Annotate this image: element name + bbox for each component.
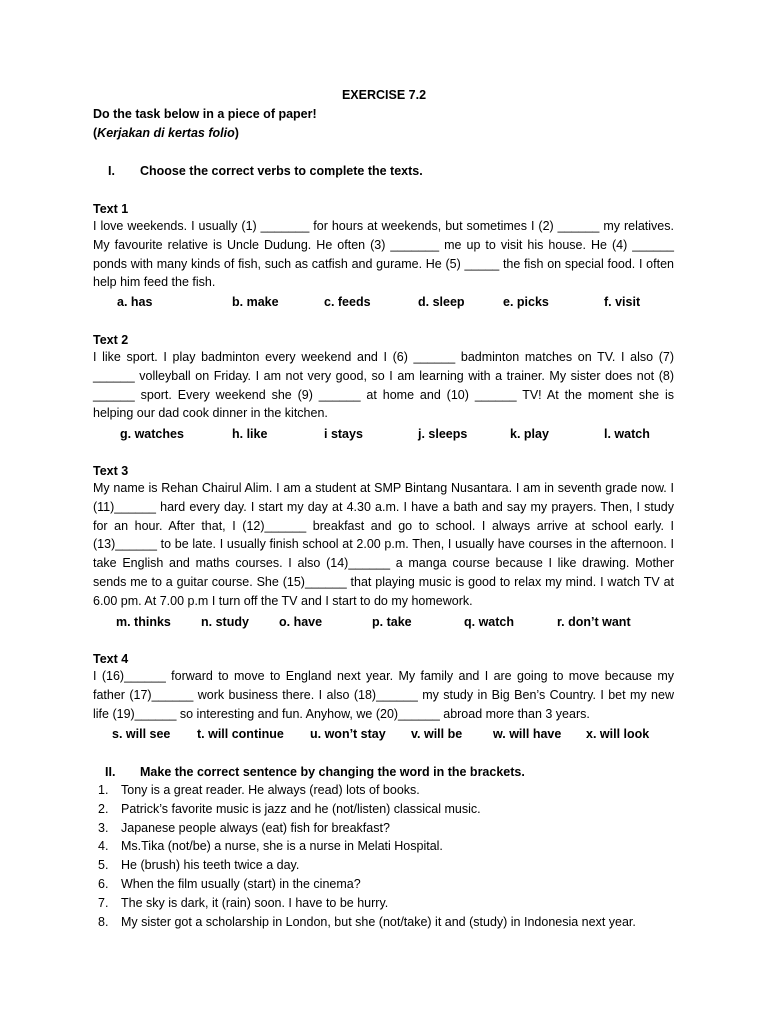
option-g: g. watches <box>120 427 184 441</box>
option-e: e. picks <box>503 295 549 309</box>
option-b: b. make <box>232 295 279 309</box>
option-j: j. sleeps <box>418 427 468 441</box>
option-m: m. thinks <box>116 615 171 629</box>
option-i: i stays <box>324 427 363 441</box>
text2-title: Text 2 <box>93 333 129 347</box>
option-n: n. study <box>201 615 249 629</box>
option-o: o. have <box>279 615 323 629</box>
option-d: d. sleep <box>418 295 465 309</box>
option-r: r. don’t want <box>557 615 631 629</box>
option-u: u. won’t stay <box>310 727 386 741</box>
option-x: x. will look <box>586 727 650 741</box>
text3-body: My name is Rehan Chairul Alim. I am a student at SMP Bintang Nusantara. I am in seventh grade now. I (11)______ hard every day. I start my day at 4.30 a.m. I have a bath and say my prayers. Then, I study for an hour. After that, I (12)______ breakfast and go to school. I always arrive at school early. I (13)______ to be late. I usually finish school at 2.00 p.m. Then, I usually have courses in the afternoon. I take English and maths courses. I also (14)______ a manga course because I like drawing. Mother sends me to a guitar course. She (15)______ that playing music is good to relax my mind. I watch TV at 6.00 pm. At 7.00 p.m I turn off the TV and I start to do my homework. <box>93 481 674 608</box>
text4-title: Text 4 <box>93 652 129 666</box>
option-s: s. will see <box>112 727 171 741</box>
option-a: a. has <box>117 295 153 309</box>
instruction: Do the task below in a piece of paper! <box>93 107 317 121</box>
option-c: c. feeds <box>324 295 371 309</box>
option-v: v. will be <box>411 727 463 741</box>
section2-heading: Make the correct sentence by changing the word in the brackets. <box>140 765 525 779</box>
exercise-title: EXERCISE 7.2 <box>341 88 427 102</box>
text4-body: I (16)______ forward to move to England next year. My family and I are going to move because my father (17)______ work business there. I also (18)______ my study in Big Ben’s Country. I bet my new life (19)______ so interesting and fun. Anyhow, we (20)______ abroad more than 3 years. <box>93 669 674 721</box>
worksheet-page: EXERCISE 7.2 Do the task below in a piece of paper! (Kerjakan di kertas folio) I. Choose the correct verbs to complete the texts. Text 1 I love weekends. I usually (1) _______ for hours at weekends, but sometimes I (2) ______ my relatives. My favourite relative is Uncle Dudung. He often (3) _______ me up to visit his house. He (4) ______ ponds with many kinds of fish, such as catfish and gurame. He (5) _____ the fish on special food. I often help him feed the fish. a. has b. make c. feeds d. sleep e. picks f. visit Text 2 I like sport. I play badminton every weekend and I (6) ______ badminton matches on TV. I also (7) ______ volleyball on Friday. I am not very good, so I am learning with a trainer. My sister does not (8) ______ sport. Every weekend she (9) ______ at home and (10) ______ TV! At the moment she is helping our dad cook dinner in the kitchen. g. watches h. like i stays j. sleeps k. play l. watch Text 3 My name is Rehan Chairul Alim. I am a student at SMP Bintang Nusantara. I am in seventh grade now. I (11)______ hard every day. I start my day at 4.30 a.m. I have a bath and say my prayers. Then, I study for an hour. After that, I (12)______ breakfast and go to school. I always arrive at school early. I (13)______ to be late. I usually finish school at 2.00 p.m. Then, I usually have courses in the afternoon. I take English and maths courses. I also (14)______ a manga course because I like drawing. Mother sends me to a guitar course. She (15)______ that playing music is good to relax my mind. I watch TV at 6.00 pm. At 7.00 p.m I turn off the TV and I start to do my homework. m. thinks n. study o. have p. take q. watch r. don’t want Text 4 I (16)______ forward to move to England next year. My family and I are going to move because my father (17)______ work business there. I also (18)______ my study in Big Ben’s Country. I bet my new life (19)______ so interesting and fun. Anyhow, we (20)______ abroad more than 3 years. s. will see t. will continue u. won’t stay v. will be w. will have x. will look II. Make the correct sentence by changing the word in the brackets. 1. Tony is a great reader. He always (read) lots of books. 2. Patrick’s favorite music is jazz and he (not/listen) classical music. 3. Japanese people always (eat) fish for breakfast? 4. Ms.Tika (not/be) a nurse, she is a nurse in Melati Hospital. 5. He (brush) his teeth twice a day. 6. When the film usually (start) in the cinema? 7. The sky is dark, it (rain) soon. I have to be hurry. 8. My sister got a scholarship in London, but she (not/take) it and (study) in Indonesia next year. <box>0 0 768 1024</box>
option-k: k. play <box>510 427 549 441</box>
section1-heading: Choose the correct verbs to complete the texts. <box>140 164 423 178</box>
option-f: f. visit <box>604 295 641 309</box>
instruction-translation: Kerjakan di kertas folio <box>97 126 235 140</box>
option-q: q. watch <box>464 615 515 629</box>
option-w: w. will have <box>493 727 562 741</box>
text1-body: I love weekends. I usually (1) _______ for hours at weekends, but sometimes I (2) ______ my relatives. My favourite relative is Uncle Dudung. He often (3) _______ me up to visit his house. He (4) ______ ponds with many kinds of fish, such as catfish and gurame. He (5) _____ the fish on special food. I often help him feed the fish. <box>93 219 674 290</box>
section2-numeral: II. <box>105 765 116 779</box>
text1-title: Text 1 <box>93 202 129 216</box>
option-t: t. will continue <box>197 727 284 741</box>
option-l: l. watch <box>604 427 650 441</box>
section1-numeral: I. <box>108 164 115 178</box>
option-p: p. take <box>372 615 412 629</box>
instruction-translation-line: (Kerjakan di kertas folio) <box>93 126 239 140</box>
text2-body: I like sport. I play badminton every weekend and I (6) ______ badminton matches on TV. I also (7) ______ volleyball on Friday. I am not very good, so I am learning with a trainer. My sister does not (8) ______ sport. Every weekend she (9) ______ at home and (10) ______ TV! At the moment she is helping our dad cook dinner in the kitchen. <box>93 350 674 421</box>
text3-title: Text 3 <box>93 464 129 478</box>
option-h: h. like <box>232 427 268 441</box>
